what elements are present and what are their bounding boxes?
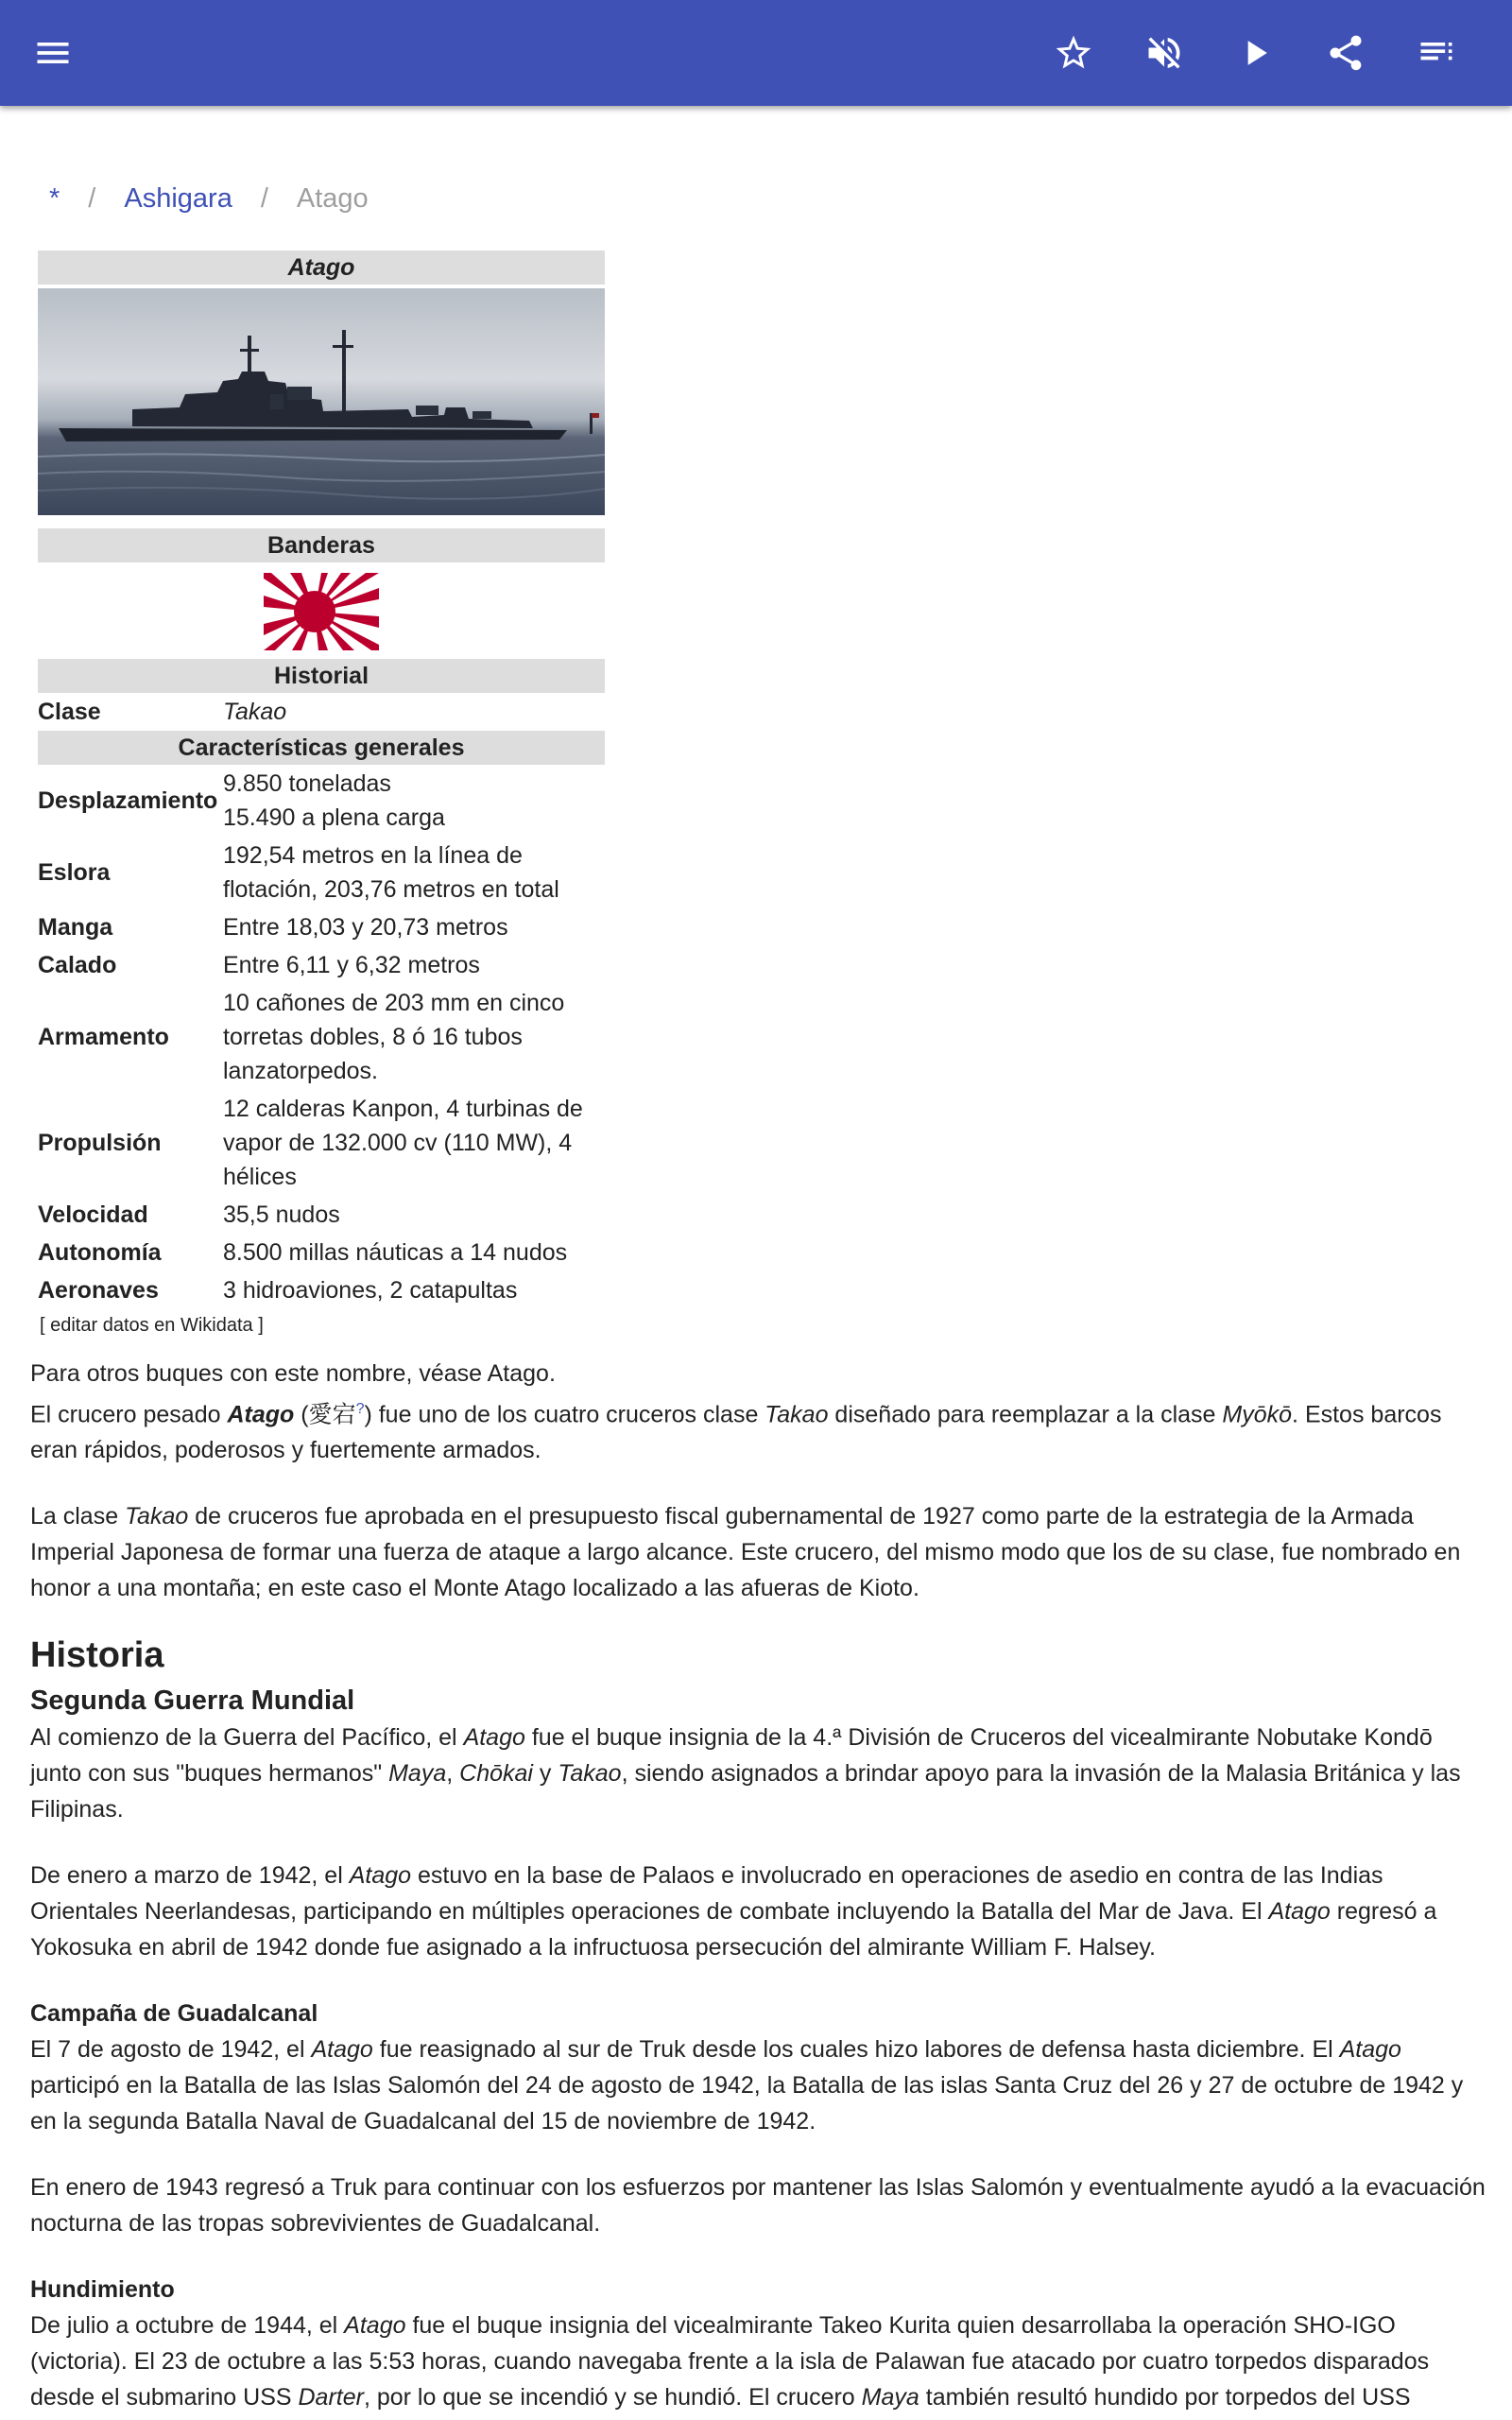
class-link[interactable]: Takao — [125, 1503, 189, 1530]
infobox-value — [223, 1273, 605, 1307]
section-heading-historia: Historia — [30, 1635, 164, 1676]
edit-wikidata-link[interactable]: [ editar datos en Wikidata ] — [40, 1315, 264, 1336]
infobox-value — [223, 986, 605, 1088]
breadcrumb-parent-link[interactable]: Ashigara — [124, 182, 232, 214]
infobox-rows — [38, 767, 605, 1307]
infobox-label: Desplazamiento — [38, 786, 218, 814]
text: participó en la Batalla de las Islas Salomón del 24 de agosto de 1942, la Batalla de las islas Santa Cruz del 26 y 27 de octubre de 1942 y en la segunda Batalla Naval de Guadalcanal del 15 de noviembre de 1942. — [30, 2072, 1464, 2135]
ship-name: Atago — [1268, 1898, 1331, 1926]
infobox-value — [223, 1236, 605, 1270]
text: . Estos barcos eran rápidos, poderosos y fuertemente armados. — [30, 1401, 1442, 1464]
text: fue reasignado al sur de Truk desde los cuales hizo labores de defensa hasta diciembre. El — [372, 2036, 1340, 2064]
value-line: 9.850 toneladas — [223, 770, 391, 797]
ship-link[interactable]: Maya — [861, 2384, 919, 2411]
infobox-row-aeronaves — [38, 1273, 605, 1307]
section-heading-segunda-guerra: Segunda Guerra Mundial — [30, 1685, 355, 1717]
rising-sun-flag-icon[interactable] — [264, 573, 379, 650]
value-line: 3 hidroaviones, 2 catapultas — [223, 1277, 518, 1304]
infobox-label: Velocidad — [38, 1201, 148, 1228]
text: estuvo en la base de Palaos e involucrado en operaciones de asedio en contra de las Indias Orientales Neerlandesas, participando en múltiples operaciones de combate incluyendo la Batalla del Mar de Java. El — [30, 1862, 1383, 1926]
infobox-row-eslora — [38, 838, 605, 907]
infobox-value — [223, 948, 605, 982]
value-line: Entre 6,11 y 6,32 metros — [223, 952, 480, 978]
disambiguation-note[interactable]: Para otros buques con este nombre, véase Atago. — [30, 1360, 556, 1387]
paragraph: En enero de 1943 regresó a Truk para continuar con los esfuerzos por mantener las Islas Salomón y eventualmente ayudó a la evacuación nocturna de las tropas sobrevivientes de Guadalcanal. — [30, 2174, 1486, 2238]
infobox-label: Eslora — [38, 858, 111, 886]
infobox-value — [223, 910, 605, 944]
infobox — [38, 251, 605, 1337]
menu-icon — [32, 32, 74, 74]
ship-name: Atago — [1339, 2036, 1401, 2064]
value-line: vapor de 132.000 cv (110 MW), 4 — [223, 1130, 573, 1156]
ship-link[interactable]: Maya — [388, 1760, 447, 1788]
infobox-row-propulsion — [38, 1092, 605, 1194]
play-icon — [1234, 32, 1276, 74]
text: ) fue uno de los cuatro cruceros clase — [364, 1401, 765, 1428]
class-link[interactable]: Myōkō — [1222, 1401, 1293, 1428]
playlist-icon — [1416, 32, 1457, 74]
value-line: Entre 18,03 y 20,73 metros — [223, 914, 508, 941]
text: , — [446, 1760, 460, 1788]
app-bar — [0, 0, 1512, 106]
value-line: lanzatorpedos. — [223, 1058, 379, 1084]
infobox-historial-header: Historial — [38, 659, 605, 693]
infobox-row-clase — [38, 693, 605, 731]
breadcrumb — [49, 170, 369, 227]
ship-name: Atago — [344, 2312, 406, 2340]
text: y — [532, 1760, 558, 1788]
section-heading-hundimiento: Hundimiento — [30, 2276, 175, 2304]
intro-paragraph — [30, 1392, 1486, 1468]
text: De julio a octubre de 1944, el — [30, 2312, 345, 2340]
text: (愛宕 — [294, 1401, 356, 1428]
ship-link[interactable]: Chōkai — [459, 1760, 533, 1788]
infobox-value — [223, 1198, 605, 1232]
value-line: 8.500 millas náuticas a 14 nudos — [223, 1239, 568, 1266]
paragraph — [30, 2031, 1486, 2139]
mute-icon — [1143, 32, 1185, 74]
value-line: 15.490 a plena carga — [223, 804, 445, 831]
bookmark-button[interactable] — [1043, 23, 1104, 83]
text: El crucero pesado — [30, 1401, 228, 1428]
breadcrumb-current: Atago — [296, 182, 369, 214]
breadcrumb-separator: / — [260, 182, 268, 214]
share-icon — [1325, 32, 1366, 74]
text: De enero a marzo de 1942, el — [30, 1862, 350, 1890]
ship-name: Atago — [349, 1862, 412, 1890]
text: diseñado para reemplazar a la clase — [828, 1401, 1223, 1428]
infobox-row-armamento — [38, 986, 605, 1088]
value-line: flotación, 203,76 metros en total — [223, 876, 559, 903]
infobox-row-calado — [38, 948, 605, 982]
paragraph — [30, 2308, 1486, 2415]
paragraph — [30, 1720, 1486, 1827]
ship-name: Atago — [311, 2036, 373, 2064]
ship-name: Atago — [227, 1401, 295, 1428]
help-link[interactable]: ? — [355, 1401, 365, 1417]
text: fue el buque insignia del vicealmirante Takeo Kurita quien desarrollaba la operación SHO-IGO (victoria). El 23 de octubre a las 5:53 horas, cuando navegaba frente a la isla de Palawan fue atacado por cuatro torpedos disparados desde el submarino USS — [30, 2312, 1430, 2411]
flag-container — [38, 564, 605, 659]
value-line: hélices — [223, 1164, 297, 1190]
infobox-flags-header: Banderas — [38, 528, 605, 562]
value-line: 10 cañones de 203 mm en cinco — [223, 990, 565, 1016]
infobox-value — [223, 1092, 605, 1194]
article-body — [30, 1356, 1486, 2415]
ship-name: Atago — [463, 1724, 525, 1752]
text: también resultó hundido por torpedos del USS — [919, 2384, 1411, 2411]
value-line: 35,5 nudos — [223, 1201, 340, 1228]
infobox-label: Manga — [38, 913, 113, 941]
section-heading-guadalcanal: Campaña de Guadalcanal — [30, 2000, 318, 2028]
infobox-label: Clase — [38, 698, 101, 725]
ship-link[interactable]: Darter — [298, 2384, 364, 2411]
paragraph — [30, 1498, 1486, 1606]
text: fue el buque insignia de la 4.ª División de Cruceros del vicealmirante Nobutake Kondō junto con sus "buques hermanos" — [30, 1724, 1433, 1788]
breadcrumb-separator: / — [88, 182, 96, 214]
ship-photo[interactable] — [38, 288, 605, 515]
text: regresó a Yokosuka en abril de 1942 donde fue asignado a la infructuosa persecución del almirante William F. Halsey. — [30, 1898, 1437, 1962]
menu-button[interactable] — [23, 23, 83, 83]
ship-photo-image — [38, 288, 605, 515]
contents-button[interactable] — [1406, 23, 1467, 83]
infobox-value[interactable]: Takao — [223, 699, 287, 725]
infobox-label: Aeronaves — [38, 1276, 159, 1304]
text: El 7 de agosto de 1942, el — [30, 2036, 312, 2064]
mute-button[interactable] — [1134, 23, 1194, 83]
infobox-row-desplazamiento — [38, 767, 605, 835]
class-link[interactable]: Takao — [765, 1401, 829, 1428]
value-line: 12 calderas Kanpon, 4 turbinas de — [223, 1096, 583, 1122]
share-button[interactable] — [1315, 23, 1376, 83]
infobox-label: Autonomía — [38, 1238, 162, 1266]
infobox-row-velocidad — [38, 1198, 605, 1232]
infobox-label: Propulsión — [38, 1129, 162, 1156]
infobox-value — [223, 838, 605, 907]
value-line: 192,54 metros en la línea de — [223, 842, 523, 869]
text: , por lo que se incendió y se hundió. El crucero — [363, 2384, 862, 2411]
ship-link[interactable]: Takao — [558, 1760, 622, 1788]
infobox-row-manga — [38, 910, 605, 944]
breadcrumb-home-link[interactable]: * — [49, 182, 60, 214]
infobox-general-header: Características generales — [38, 731, 605, 765]
text: , siendo asignados a brindar apoyo para la invasión de la Malasia Británica y las Filipinas. — [30, 1760, 1461, 1824]
page-content — [0, 106, 1512, 2420]
play-button[interactable] — [1225, 23, 1285, 83]
text: La clase — [30, 1503, 126, 1530]
star-icon — [1053, 32, 1094, 74]
text: Al comienzo de la Guerra del Pacífico, el — [30, 1724, 464, 1752]
infobox-label: Armamento — [38, 1023, 169, 1050]
paragraph — [30, 1858, 1486, 1965]
infobox-label: Calado — [38, 951, 117, 978]
value-line: torretas dobles, 8 ó 16 tubos — [223, 1024, 523, 1050]
infobox-title: Atago — [38, 251, 605, 285]
infobox-value — [223, 767, 605, 835]
infobox-row-autonomia — [38, 1236, 605, 1270]
text: de cruceros fue aprobada en el presupuesto fiscal gubernamental de 1927 como parte de la estrategia de la Armada Imperial Japonesa de formar una fuerza de ataque a largo alcance. Este crucero, del mismo modo que los de su clase, fue nombrado en honor a una montaña; en este caso el Monte Atago localizado a las afueras de Kioto. — [30, 1503, 1461, 1602]
